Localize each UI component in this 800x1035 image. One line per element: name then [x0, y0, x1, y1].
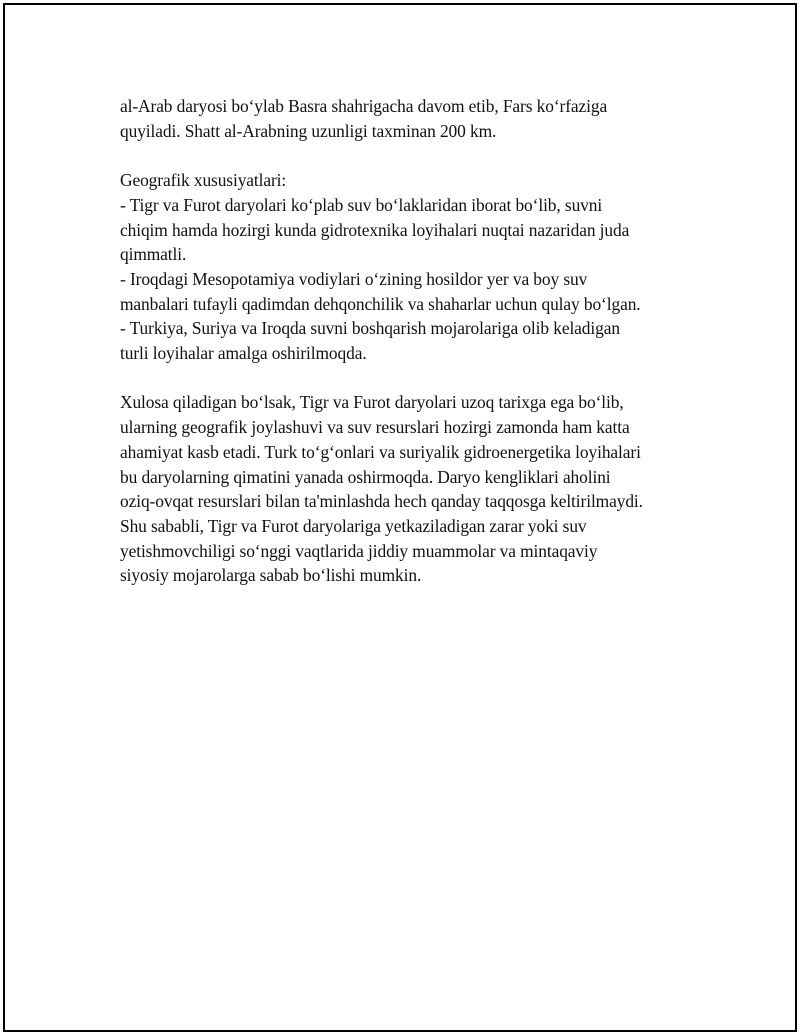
text-line: oziq-ovqat resurslari bilan ta'minlashda hech qanday taqqosga keltirilmaydi.	[120, 491, 643, 512]
text-line: bu daryolarning qimatini yanada oshirmoqda. Daryo kengliklari aholini	[120, 466, 611, 487]
text-line: chiqim hamda hozirgi kunda gidrotexnika loyihalari nuqtai nazaridan juda	[120, 219, 630, 240]
text-line: ahamiyat kasb etadi. Turk to‘g‘onlari va suriyalik gidroenergetika loyihalari	[120, 441, 641, 462]
paragraph-gap	[120, 143, 700, 168]
text-line: siyosiy mojarolarga sabab bo‘lishi mumkin.	[120, 565, 422, 586]
text-line: yetishmovchiligi so‘nggi vaqtlarida jiddiy muammolar va mintaqaviy	[120, 540, 598, 561]
conclusion-paragraph	[120, 390, 700, 588]
document-page	[3, 3, 797, 1032]
section-heading: Geografik xususiyatlari:	[120, 170, 287, 191]
intro-paragraph	[120, 94, 700, 143]
text-line: - Turkiya, Suriya va Iroqda suvni boshqarish mojarolariga olib keladigan	[120, 318, 620, 339]
text-line: qimmatli.	[120, 244, 187, 265]
text-line: - Iroqdagi Mesopotamiya vodiylari o‘zining hosildor yer va boy suv	[120, 268, 588, 289]
paragraph-gap	[120, 366, 700, 391]
geography-section	[120, 168, 700, 366]
text-line: ularning geografik joylashuvi va suv resurslari hozirgi zamonda ham katta	[120, 417, 630, 438]
text-line: manbalari tufayli qadimdan dehqonchilik va shaharlar uchun qulay bo‘lgan.	[120, 293, 641, 314]
text-line: quyiladi. Shatt al-Arabning uzunligi taxminan 200 km.	[120, 120, 497, 141]
text-line: Xulosa qiladigan bo‘lsak, Tigr va Furot daryolari uzoq tarixga ega bo‘lib,	[120, 392, 624, 413]
text-line: turli loyihalar amalga oshirilmoqda.	[120, 343, 367, 364]
document-body	[120, 94, 700, 588]
text-line: Shu sababli, Tigr va Furot daryolariga yetkaziladigan zarar yoki suv	[120, 515, 587, 536]
text-line: - Tigr va Furot daryolari ko‘plab suv bo‘laklaridan iborat bo‘lib, suvni	[120, 194, 603, 215]
text-line: al-Arab daryosi bo‘ylab Basra shahrigacha davom etib, Fars ko‘rfaziga	[120, 96, 608, 116]
